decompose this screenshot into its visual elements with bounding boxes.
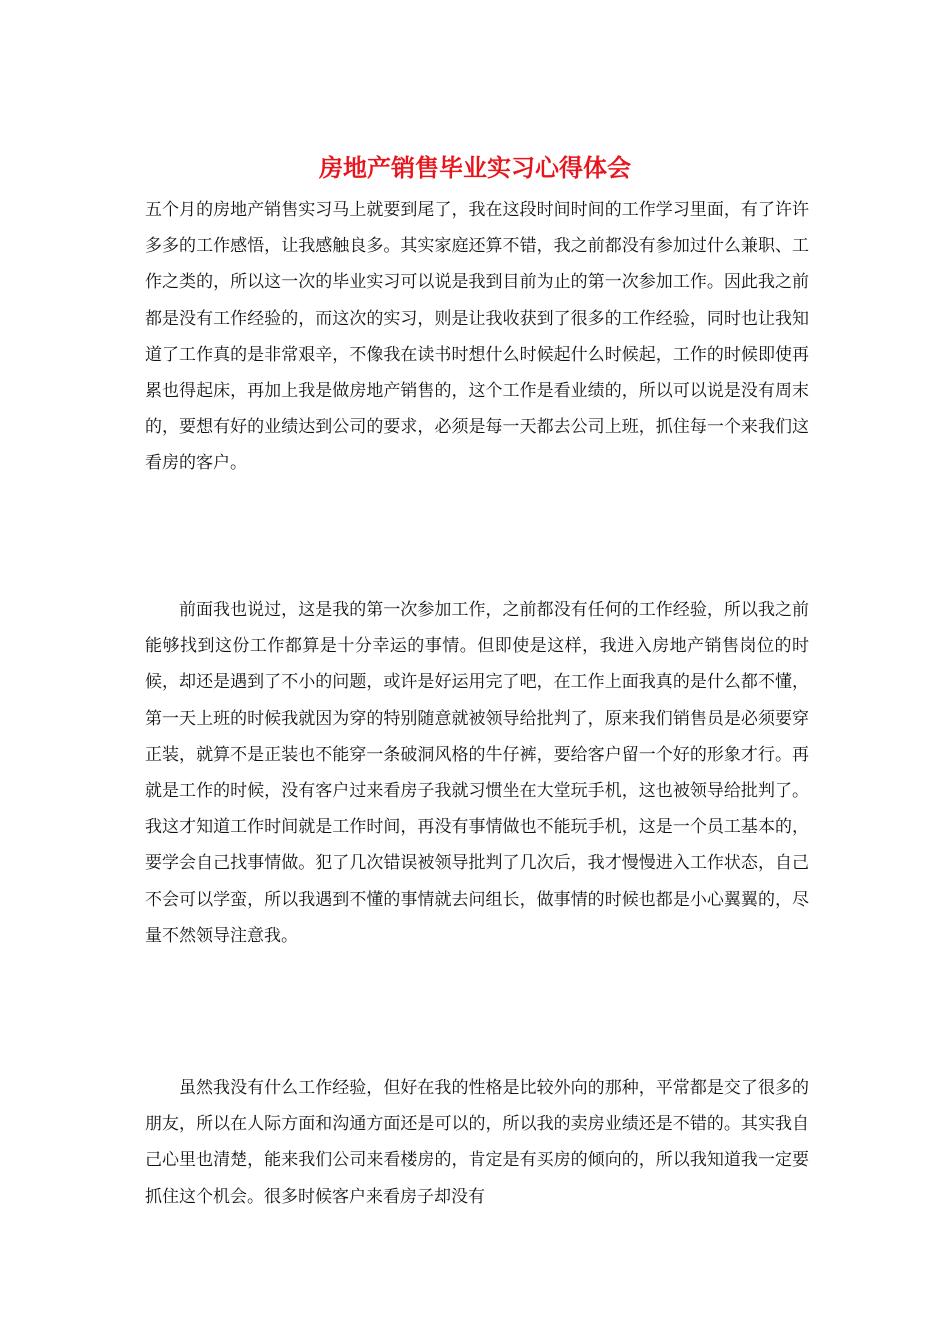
paragraph-2: 前面我也说过，这是我的第一次参加工作，之前都没有任何的工作经验，所以我之前能够找到这份工作都算是十分幸运的事情。但即使是这样，我进入房地产销售岗位的时候，却还是遇到了不小的问题，或许是好运用完了吧，在工作上面我真的是什么都不懂，第一天上班的时候我就因为穿的特别随意就被领导给批判了，原来我们销售员是必须要穿正装，就算不是正装也不能穿一条破洞风格的牛仔裤，要给客户留一个好的形象才行。再就是工作的时候，没有客户过来看房子我就习惯坐在大堂玩手机，这也被领导给批判了。我这才知道工作时间就是工作时间，再没有事情做也不能玩手机，这是一个员工基本的，要学会自己找事情做。犯了几次错误被领导批判了几次后，我才慢慢进入工作状态，自己不会可以学蛮，所以我遇到不懂的事情就去问组长，做事情的时候也都是小心翼翼的，尽量不然领导注意我。 bbox=[145, 600, 809, 946]
document-title: 房地产销售毕业实习心得体会 bbox=[319, 153, 631, 182]
paragraph-1: 五个月的房地产销售实习马上就要到尾了，我在这段时间时间的工作学习里面，有了许许多多的工作感悟，让我感触良多。其实家庭还算不错，我之前都没有参加过什么兼职、工作之类的，所以这一次的毕业实习可以说是我到目前为止的第一次参加工作。因此我之前都是没有工作经验的，而这次的实习，则是让我收获到了很多的工作经验，同时也让我知道了工作真的是非常艰辛，不像我在读书时想什么时候起什么时候起，工作的时候即使再累也得起床，再加上我是做房地产销售的，这个工作是看业绩的，所以可以说是没有周末的，要想有好的业绩达到公司的要求，必须是每一天都去公司上班，抓住每一个来我们这看房的客户。 bbox=[145, 200, 809, 474]
paragraph-3: 虽然我没有什么工作经验，但好在我的性格是比较外向的那种，平常都是交了很多的朋友，所以在人际方面和沟通方面还是可以的，所以我的卖房业绩还是不错的。其实我自己心里也清楚，能来我们公司来看楼房的，肯定是有买房的倾向的，所以我知道我一定要抓住这个机会。很多时候客户来看房子却没有 bbox=[145, 1078, 809, 1207]
